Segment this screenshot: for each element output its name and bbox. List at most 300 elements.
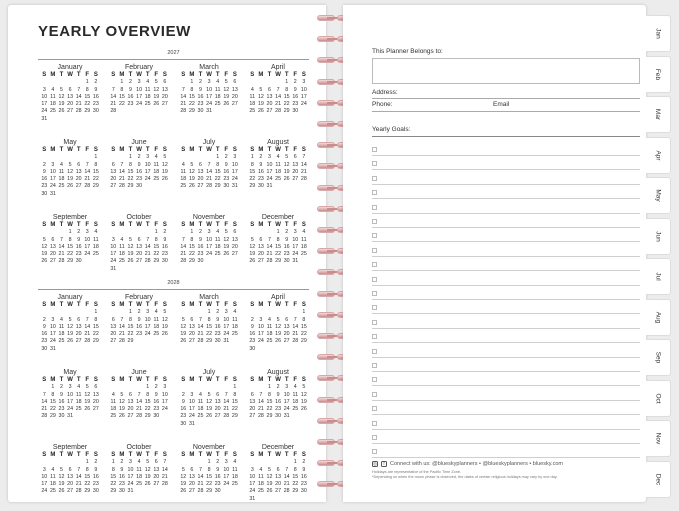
day-cell: 20 (275, 481, 282, 488)
weekday-label: F (224, 452, 229, 458)
social-text: Connect with us: @blueskyplanners • @blueskyplanners • bluesky.com (390, 461, 563, 467)
day-cell: 12 (153, 86, 160, 93)
day-cell: 6 (216, 391, 220, 398)
empty-cell (40, 79, 49, 86)
month-name: November (192, 444, 226, 451)
day-cell: 10 (144, 161, 151, 168)
day-cell: 1 (276, 229, 280, 236)
day-cell: 28 (300, 176, 307, 183)
empty-cell (83, 154, 92, 161)
day-cell: 5 (224, 79, 228, 86)
empty-cell (179, 154, 188, 161)
day-cell: 18 (92, 243, 99, 250)
goal-line[interactable] (372, 313, 640, 314)
goal-checkbox[interactable] (372, 291, 377, 296)
day-cell: 28 (283, 488, 290, 495)
day-grid (40, 302, 101, 353)
weekday-label: S (42, 377, 47, 383)
weekday-label: T (59, 377, 64, 383)
goal-line[interactable] (372, 328, 640, 329)
day-cell: 5 (85, 384, 89, 391)
day-cell: 31 (67, 413, 74, 420)
day-cell: 19 (161, 168, 168, 175)
day-cell: 19 (67, 331, 74, 338)
day-cell: 12 (188, 168, 195, 175)
day-cell: 23 (283, 251, 290, 258)
day-cell: 30 (197, 108, 204, 115)
day-grid (248, 377, 309, 421)
weekday-label: W (206, 147, 212, 153)
goal-line[interactable] (372, 241, 640, 242)
day-cell: 19 (180, 481, 187, 488)
goal-checkbox[interactable] (372, 147, 377, 152)
day-cell: 2 (293, 79, 297, 86)
day-cell: 28 (136, 413, 143, 420)
day-cell: 14 (110, 93, 117, 100)
tab-aug[interactable] (646, 299, 671, 336)
day-grid (248, 222, 309, 266)
day-grid (248, 147, 309, 191)
tab-may[interactable] (646, 177, 671, 214)
empty-cell (49, 459, 58, 466)
day-cell: 22 (110, 481, 117, 488)
day-cell: 30 (197, 258, 204, 265)
day-cell: 30 (249, 345, 256, 352)
day-cell: 14 (41, 398, 48, 405)
day-cell: 24 (266, 176, 273, 183)
day-cell: 20 (283, 331, 290, 338)
day-cell: 4 (137, 459, 141, 466)
day-cell: 23 (41, 183, 48, 190)
goal-line[interactable] (372, 299, 640, 300)
day-cell: 3 (85, 229, 89, 236)
day-cell: 28 (206, 183, 213, 190)
day-cell: 8 (111, 466, 115, 473)
tab-jan[interactable] (646, 15, 671, 52)
day-cell: 30 (275, 413, 282, 420)
day-cell: 26 (257, 108, 264, 115)
day-cell: 27 (161, 101, 168, 108)
weekday-label: W (67, 377, 73, 383)
month-calendar (178, 213, 240, 266)
day-cell: 28 (180, 258, 187, 265)
day-cell: 3 (51, 161, 55, 168)
day-cell: 19 (58, 481, 65, 488)
goal-line[interactable] (372, 198, 640, 199)
goal-line[interactable] (372, 213, 640, 214)
goal-line[interactable] (372, 169, 640, 170)
day-cell: 11 (180, 168, 187, 175)
day-cell: 17 (49, 331, 56, 338)
day-cell: 27 (283, 338, 290, 345)
weekday-label: S (111, 147, 116, 153)
goal-checkbox[interactable] (372, 449, 377, 454)
empty-cell (74, 154, 83, 161)
day-cell: 3 (146, 309, 150, 316)
day-cell: 14 (283, 473, 290, 480)
day-cell: 7 (276, 86, 280, 93)
day-cell: 18 (180, 176, 187, 183)
tab-nov[interactable] (646, 420, 671, 457)
goal-checkbox[interactable] (372, 176, 377, 181)
goal-checkbox[interactable] (372, 377, 377, 382)
day-cell: 11 (258, 473, 264, 480)
goal-checkbox[interactable] (372, 305, 377, 310)
day-cell: 13 (110, 168, 117, 175)
day-cell: 28 (118, 183, 125, 190)
month-calendar (178, 293, 240, 346)
day-cell: 2 (42, 316, 46, 323)
day-cell: 17 (300, 93, 307, 100)
day-cell: 20 (231, 243, 238, 250)
goal-checkbox[interactable] (372, 421, 377, 426)
day-cell: 15 (188, 93, 195, 100)
day-cell: 5 (163, 309, 167, 316)
month-name: October (126, 444, 152, 451)
day-cell: 17 (206, 93, 213, 100)
day-cell: 10 (67, 391, 74, 398)
day-cell: 31 (49, 190, 56, 197)
day-cell: 22 (188, 101, 195, 108)
day-cell: 28 (161, 481, 168, 488)
day-cell: 10 (110, 243, 117, 250)
day-cell: 1 (68, 229, 72, 236)
day-cell: 13 (249, 398, 256, 405)
day-cell: 4 (51, 86, 55, 93)
goal-checkbox[interactable] (372, 233, 377, 238)
day-cell: 13 (136, 243, 143, 250)
day-cell: 24 (283, 406, 290, 413)
goal-checkbox[interactable] (372, 161, 377, 166)
day-cell: 31 (110, 265, 117, 272)
day-cell: 25 (136, 481, 143, 488)
day-cell: 20 (266, 101, 273, 108)
goal-line[interactable] (372, 342, 640, 343)
empty-cell (66, 459, 75, 466)
empty-cell (248, 384, 257, 391)
goal-checkbox[interactable] (372, 349, 377, 354)
address-line[interactable] (372, 98, 640, 99)
day-cell: 11 (50, 93, 56, 100)
day-cell: 14 (266, 243, 273, 250)
weekday-label: M (189, 452, 195, 458)
goal-line[interactable] (372, 457, 640, 458)
day-cell: 6 (94, 384, 98, 391)
weekday-label: S (42, 72, 47, 78)
weekday-label: S (93, 147, 98, 153)
goal-line[interactable] (372, 184, 640, 185)
day-cell: 7 (181, 236, 185, 243)
goal-line[interactable] (372, 270, 640, 271)
day-cell: 8 (146, 391, 150, 398)
day-cell: 11 (58, 323, 65, 330)
tab-feb[interactable] (646, 56, 671, 93)
goal-checkbox[interactable] (372, 219, 377, 224)
day-cell: 5 (68, 316, 72, 323)
goal-line[interactable] (372, 256, 640, 257)
weekday-label: F (224, 147, 229, 153)
empty-cell (74, 309, 83, 316)
day-cell: 21 (223, 406, 230, 413)
day-cell: 24 (206, 101, 213, 108)
goal-checkbox[interactable] (372, 392, 377, 397)
weekday-label: S (111, 72, 116, 78)
day-cell: 13 (161, 86, 168, 93)
day-cell: 21 (75, 481, 82, 488)
day-grid (40, 452, 101, 496)
empty-cell (66, 154, 75, 161)
day-cell: 23 (136, 176, 143, 183)
weekday-label: S (301, 147, 306, 153)
day-cell: 28 (180, 108, 187, 115)
goal-checkbox[interactable] (372, 205, 377, 210)
tab-oct[interactable] (646, 380, 671, 417)
day-cell: 29 (188, 108, 195, 115)
day-cell: 8 (190, 86, 194, 93)
day-cell: 5 (302, 384, 306, 391)
day-cell: 23 (275, 406, 282, 413)
weekday-label: S (301, 452, 306, 458)
tab-label: Feb (654, 68, 662, 80)
empty-cell (265, 79, 274, 86)
day-cell: 29 (84, 488, 91, 495)
day-cell: 4 (146, 79, 150, 86)
weekday-label: W (275, 147, 281, 153)
day-cell: 6 (77, 161, 81, 168)
goal-checkbox[interactable] (372, 363, 377, 368)
weekday-label: S (181, 452, 186, 458)
day-cell: 17 (41, 481, 48, 488)
day-cell: 3 (163, 384, 167, 391)
day-cell: 5 (268, 466, 271, 473)
empty-cell (222, 384, 231, 391)
day-cell: 21 (300, 168, 307, 175)
goal-line[interactable] (372, 227, 640, 228)
weekday-label: S (42, 222, 47, 228)
goal-line[interactable] (372, 371, 640, 372)
day-cell: 2 (94, 459, 98, 466)
day-cell: 26 (275, 338, 282, 345)
day-cell: 19 (257, 101, 264, 108)
day-cell: 26 (144, 481, 151, 488)
day-cell: 16 (249, 331, 256, 338)
day-cell: 5 (259, 86, 263, 93)
weekday-label: S (93, 377, 98, 383)
month-name: August (267, 369, 289, 376)
weekday-label: S (93, 72, 98, 78)
weekday-label: M (258, 452, 264, 458)
day-cell: 16 (257, 168, 264, 175)
empty-cell (83, 309, 92, 316)
day-cell: 23 (249, 338, 256, 345)
tab-label: Mar (654, 108, 662, 121)
day-cell: 27 (214, 413, 221, 420)
weekday-label: T (284, 452, 289, 458)
empty-cell (274, 309, 283, 316)
day-cell: 22 (67, 251, 74, 258)
empty-cell (257, 309, 266, 316)
goal-line[interactable] (372, 357, 640, 358)
weekday-label: F (85, 222, 90, 228)
goal-line[interactable] (372, 285, 640, 286)
day-cell: 18 (266, 331, 273, 338)
day-cell: 21 (180, 101, 187, 108)
weekday-label: W (136, 302, 142, 308)
day-cell: 5 (285, 154, 289, 161)
footer (372, 461, 640, 480)
day-cell: 6 (250, 391, 254, 398)
day-cell: 29 (92, 183, 99, 190)
day-cell: 4 (120, 236, 124, 243)
day-cell: 25 (197, 413, 204, 420)
goal-checkbox[interactable] (372, 262, 377, 267)
owner-name-field[interactable] (372, 58, 640, 84)
day-cell: 8 (154, 236, 158, 243)
day-cell: 29 (84, 108, 91, 115)
day-cell: 31 (41, 115, 48, 122)
day-cell: 14 (206, 168, 213, 175)
day-cell: 3 (233, 154, 237, 161)
day-cell: 13 (231, 236, 238, 243)
day-cell: 11 (266, 323, 273, 330)
tab-mar[interactable] (646, 96, 671, 133)
day-cell: 11 (232, 466, 238, 473)
empty-cell (257, 459, 266, 466)
goal-line[interactable] (372, 385, 640, 386)
goal-checkbox[interactable] (372, 334, 377, 339)
day-cell: 26 (41, 258, 48, 265)
day-cell: 15 (214, 168, 221, 175)
month-calendar (108, 293, 170, 346)
tab-dec[interactable] (646, 461, 671, 498)
day-cell: 13 (75, 168, 82, 175)
day-cell: 17 (283, 398, 290, 405)
weekday-label: W (275, 72, 281, 78)
day-cell: 16 (223, 168, 230, 175)
day-cell: 19 (223, 243, 230, 250)
day-cell: 3 (259, 316, 263, 323)
tab-jul[interactable] (646, 258, 671, 295)
goal-checkbox[interactable] (372, 277, 377, 282)
contact-line[interactable] (372, 111, 640, 112)
day-cell: 5 (163, 154, 167, 161)
day-cell: 24 (300, 101, 307, 108)
day-cell: 15 (84, 473, 91, 480)
goal-checkbox[interactable] (372, 320, 377, 325)
goal-line[interactable] (372, 155, 640, 156)
day-cell: 15 (127, 168, 134, 175)
month-name: March (199, 64, 219, 71)
day-cell: 20 (292, 168, 299, 175)
day-cell: 11 (197, 398, 204, 405)
day-cell: 9 (42, 323, 46, 330)
empty-cell (135, 229, 144, 236)
day-cell: 12 (300, 391, 307, 398)
day-cell: 9 (60, 391, 63, 398)
day-cell: 30 (300, 488, 307, 495)
weekday-label: S (301, 72, 306, 78)
empty-cell (196, 384, 205, 391)
day-cell: 22 (292, 481, 299, 488)
day-cell: 27 (231, 101, 238, 108)
day-cell: 28 (275, 108, 282, 115)
day-cell: 4 (276, 154, 280, 161)
tab-apr[interactable] (646, 137, 671, 174)
weekday-label: S (162, 147, 167, 153)
day-cell: 2 (137, 154, 141, 161)
weekday-label: S (250, 377, 255, 383)
empty-cell (126, 384, 135, 391)
day-cell: 3 (207, 79, 211, 86)
day-cell: 29 (110, 488, 117, 495)
day-cell: 19 (58, 101, 65, 108)
day-cell: 11 (153, 161, 160, 168)
empty-cell (257, 384, 266, 391)
day-cell: 1 (233, 384, 237, 391)
tab-jun[interactable] (646, 218, 671, 255)
day-cell: 27 (188, 338, 195, 345)
goal-checkbox[interactable] (372, 248, 377, 253)
day-cell: 29 (67, 258, 74, 265)
empty-cell (179, 229, 188, 236)
day-cell: 21 (161, 473, 168, 480)
day-cell: 1 (94, 309, 98, 316)
day-cell: 20 (75, 176, 82, 183)
goal-checkbox[interactable] (372, 406, 377, 411)
weekday-label: S (93, 302, 98, 308)
goal-line[interactable] (372, 414, 640, 415)
day-cell: 16 (58, 398, 65, 405)
day-cell: 16 (41, 331, 48, 338)
month-name: January (57, 64, 83, 71)
day-cell: 24 (231, 176, 238, 183)
day-cell: 30 (292, 108, 299, 115)
month-calendar (247, 368, 309, 421)
goal-line[interactable] (372, 400, 640, 401)
day-cell: 16 (197, 93, 204, 100)
tab-sep[interactable] (646, 339, 671, 376)
day-cell: 17 (144, 168, 151, 175)
weekday-label: S (232, 377, 237, 383)
day-cell: 30 (41, 345, 48, 352)
empty-cell (49, 309, 58, 316)
day-cell: 29 (206, 338, 213, 345)
day-cell: 30 (161, 258, 168, 265)
goal-line[interactable] (372, 429, 640, 430)
day-cell: 11 (119, 243, 125, 250)
empty-cell (118, 309, 127, 316)
day-cell: 12 (41, 243, 48, 250)
day-cell: 2 (224, 154, 228, 161)
weekday-label: S (111, 377, 116, 383)
day-cell: 1 (154, 229, 158, 236)
day-cell: 30 (118, 488, 125, 495)
day-cell: 3 (146, 154, 150, 161)
day-grid (179, 222, 240, 266)
day-cell: 19 (84, 398, 91, 405)
day-cell: 19 (67, 176, 74, 183)
goal-line[interactable] (372, 443, 640, 444)
goal-checkbox[interactable] (372, 190, 377, 195)
goal-checkbox[interactable] (372, 435, 377, 440)
day-cell: 7 (85, 316, 89, 323)
day-cell: 14 (300, 161, 307, 168)
day-cell: 25 (257, 488, 264, 495)
day-cell: 4 (199, 391, 202, 398)
day-cell: 20 (249, 406, 256, 413)
day-cell: 11 (249, 93, 256, 100)
day-cell: 26 (223, 101, 230, 108)
